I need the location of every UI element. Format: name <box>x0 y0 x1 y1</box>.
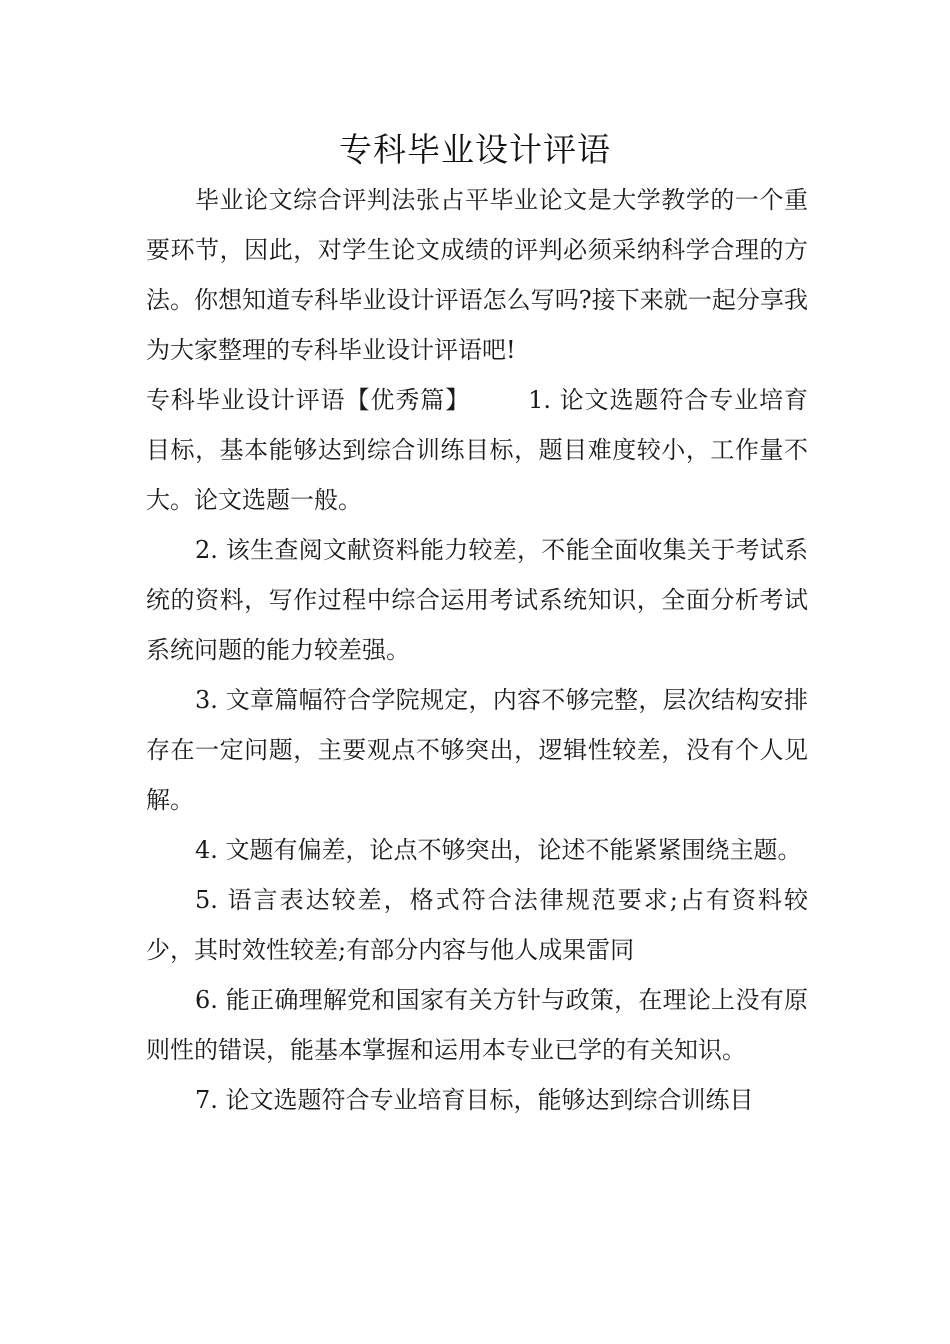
document-title: 专科毕业设计评语 <box>339 130 611 169</box>
comment-item-6: 6. 能正确理解党和国家有关方针与政策，在理论上没有原则性的错误，能基本掌握和运用本专业已学的有关知识。 <box>146 986 808 1064</box>
comment-item-4: 4. 文题有偏差，论点不够突出，论述不能紧紧围绕主题。 <box>195 836 802 864</box>
section-heading: 专科毕业设计评语【优秀篇】 <box>146 386 471 414</box>
document-body <box>146 175 808 1125</box>
comment-item-3: 3. 文章篇幅符合学院规定，内容不够完整，层次结构安排存在一定问题，主要观点不够突出，逻辑性较差，没有个人见解。 <box>146 686 808 814</box>
section-paragraph <box>146 375 808 525</box>
comment-item-7: 7. 论文选题符合专业培育目标，能够达到综合训练目 <box>195 1086 754 1114</box>
comment-item-2: 2. 该生查阅文献资料能力较差，不能全面收集关于考试系统的资料，写作过程中综合运用考试系统知识，全面分析考试系统问题的能力较差强。 <box>146 536 808 664</box>
comment-item-5: 5. 语言表达较差，格式符合法律规范要求;占有资料较少，其时效性较差;有部分内容与他人成果雷同 <box>146 886 808 964</box>
intro-paragraph: 毕业论文综合评判法张占平毕业论文是大学教学的一个重要环节，因此，对学生论文成绩的评判必须采纳科学合理的方法。你想知道专科毕业设计评语怎么写吗?接下来就一起分享我为大家整理的专科毕业设计评语吧! <box>146 186 808 364</box>
comment-item-1: 1. 论文选题符合专业培育目标，基本能够达到综合训练目标，题目难度较小，工作量不大。论文选题一般。 <box>146 386 809 514</box>
